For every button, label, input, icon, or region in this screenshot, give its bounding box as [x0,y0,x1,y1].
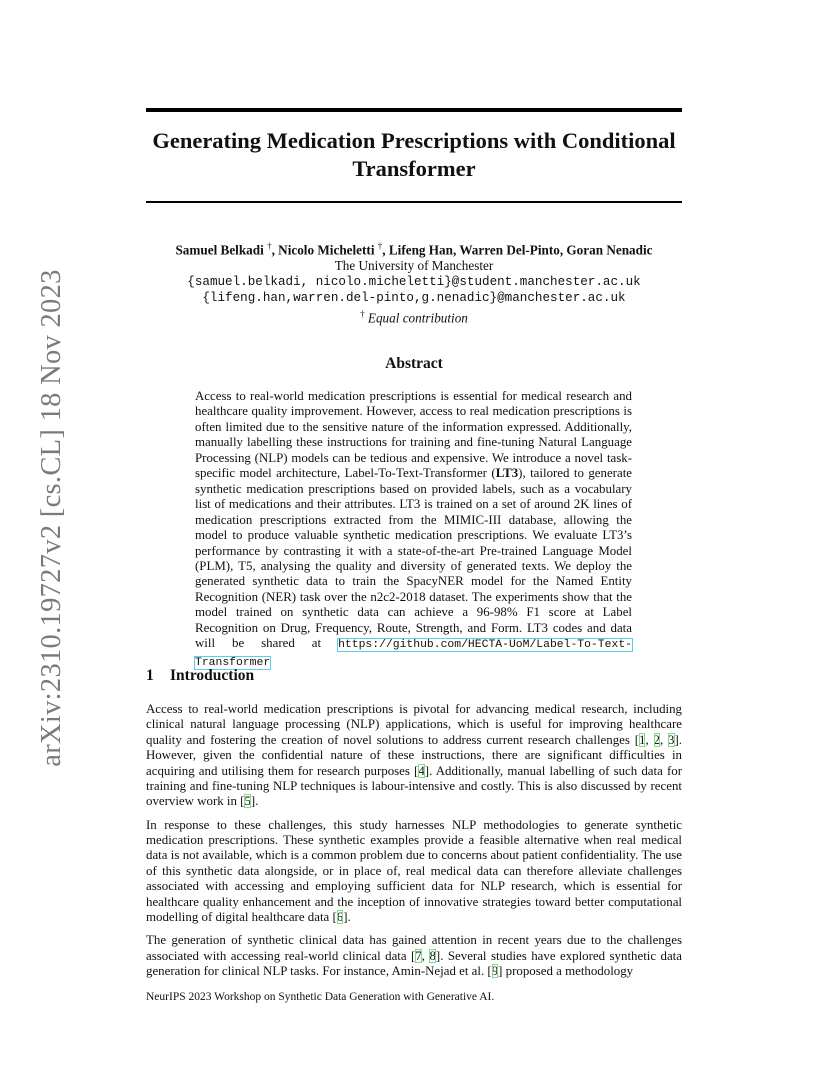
citation-link[interactable]: 1 [639,732,646,747]
abstract-heading: Abstract [385,355,443,372]
title-bottom-rule [146,201,682,203]
citation-link[interactable]: 8 [429,948,436,963]
paragraph-3: The generation of synthetic clinical data has gained attention in recent years due to the challenges associated with accessing real-world clinical data [7, 8]. Several studies have explored synthetic data generation for clinical NLP tasks. For instance, Amin-Nejad et al. [9] proposed a methodology [146,933,682,979]
email-line-2[interactable]: {lifeng.han,warren.del-pinto,g.nenadic}@manchester.ac.uk [202,291,626,306]
paragraph-text: ] proposed a methodology [498,964,634,979]
paper-title [146,127,682,183]
introduction-body [146,702,682,987]
equal-contribution-note [146,306,682,326]
arxiv-stamp: arXiv:2310.19727v2 [cs.CL] 18 Nov 2023 [36,269,67,767]
note-text: Equal contribution [367,310,468,326]
paragraph-text: ]. Additionally, manual labelling of such data for training and fine-tuning NLP techniques is labour-intensive and costly. This is also discussed by recent overview work in [ [146,763,682,809]
paragraph-text: ]. Several studies have explored synthetic data generation for clinical NLP tasks. For instance, Amin-Nejad et al. [ [146,948,682,979]
paragraph-1: Access to real-world medication prescriptions is pivotal for advancing medical research, including clinical natural language processing (NLP) applications, which is useful for improving healthcare quality and fostering the creation of novel solutions to address current research challenges [1, 2, 3]. However, given the confidential nature of these instructions, there are significant difficulties in acquiring and utilising them for research purposes [4]. Additionally, manual labelling of such data for training and fine-tuning NLP techniques is labour-intensive and costly. This is also discussed by recent overview work in [5]. [146,702,683,809]
paragraph-2 [146,818,682,926]
affiliation: The University of Manchester [334,258,494,274]
paragraph-text: ]. [343,910,351,925]
dagger-mark: † [267,241,272,251]
section-title: Introduction [170,667,255,684]
section-number: 1 [146,667,154,684]
citation-link[interactable]: 6 [336,910,344,925]
email-line-1[interactable]: {samuel.belkadi, nicolo.micheletti}@student.manchester.ac.uk [187,275,641,290]
abstract-bold-lt3: LT3 [495,466,519,481]
paragraph-text: The generation of synthetic clinical data has gained attention in recent years due to the challenges associated with accessing real-world clinical data [ [146,933,682,963]
author-1: Samuel Belkadi [175,242,264,258]
author-names [146,238,682,258]
paragraph-text: ]. [250,794,259,809]
citation-link[interactable]: 9 [491,964,499,979]
citation-link[interactable]: 4 [418,763,425,778]
title-line-2: Transformer [352,156,476,181]
paragraph-text: ]. However, given the confidential nature of these instructions, there are significant difficulties in acquiring and utilising them for research purposes [ [146,732,683,778]
citation-link[interactable]: 3 [668,732,675,747]
footer-note: NeurIPS 2023 Workshop on Synthetic Data Generation with Generative AI. [146,991,495,1003]
github-link[interactable]: https://github.com/HECTA-UoM/Label-To-Text-Transformer [195,639,632,669]
abstract-text-2: ), tailored to generate synthetic medication prescriptions based on provided labels, such as a vocabulary list of medications and their attributes. LT3 is trained on a set of around 2K lines of medication prescriptions extracted from the MIMIC-III database, allowing the model to produce valuable synthetic medication prescriptions. We evaluate LT3’s performance by contrasting it with a state-of-the-art Pre-trained Language Model (PLM), T5, analysing the quality and diversity of generated texts. We deploy the generated synthetic data to train the SpacyNER model for the Named Entity Recognition (NER) task over the n2c2-2018 dataset. The experiments show that the model trained on synthetic data can achieve a 96-98% F1 score at Label Recognition on Drug, Frequency, Route, Strength, and Form. LT3 codes and data will be shared at [195,466,632,651]
abstract-text-1: Access to real-world medication prescriptions is essential for medical research and healthcare quality improvement. However, access to real medication prescriptions is often limited due to the sensitive nature of the information expressed. Additionally, manually labelling these instructions for training and fine-tuning Natural Language Processing (NLP) models can be tedious and expensive. We introduce a novel task-specific model architecture, Label-To-Text-Transformer ( [195,389,632,481]
dagger-mark: † [377,241,383,251]
title-line-1: Generating Medication Prescriptions with Conditional [152,128,676,153]
author-block [146,238,682,327]
section-heading [146,667,682,685]
citation-link[interactable]: 5 [244,794,251,809]
paragraph-text: Access to real-world medication prescriptions is pivotal for advancing medical research, including clinical natural language processing (NLP) applications, which is useful for improving healthcare quality and fostering the creation of novel solutions to address current research challenges [ [146,702,682,747]
abstract-body [195,389,632,671]
citation-link[interactable]: 2 [653,732,660,747]
citation-link[interactable]: 7 [415,948,422,963]
paragraph-text: In response to these challenges, this study harnesses NLP methodologies to generate synthetic medication prescriptions. These synthetic examples provide a feasible alternative when real medical data is not available, which is a common problem due to concerns about patient confidentiality. The use of this synthetic data alongside, or in place of, real medical data can therefore alleviate challenges associated with accessing and employing sufficient data for NLP research, which is essential for healthcare quality enhancement and the inception of innovative strategies toward better computational modelling of digital healthcare data [ [146,817,682,925]
author-3: , Lifeng Han, Warren Del-Pinto, Goran Nenadic [382,242,653,258]
dagger-mark: † [360,309,365,320]
title-top-rule [146,108,682,112]
author-2: , Nicolo Micheletti [271,242,375,258]
